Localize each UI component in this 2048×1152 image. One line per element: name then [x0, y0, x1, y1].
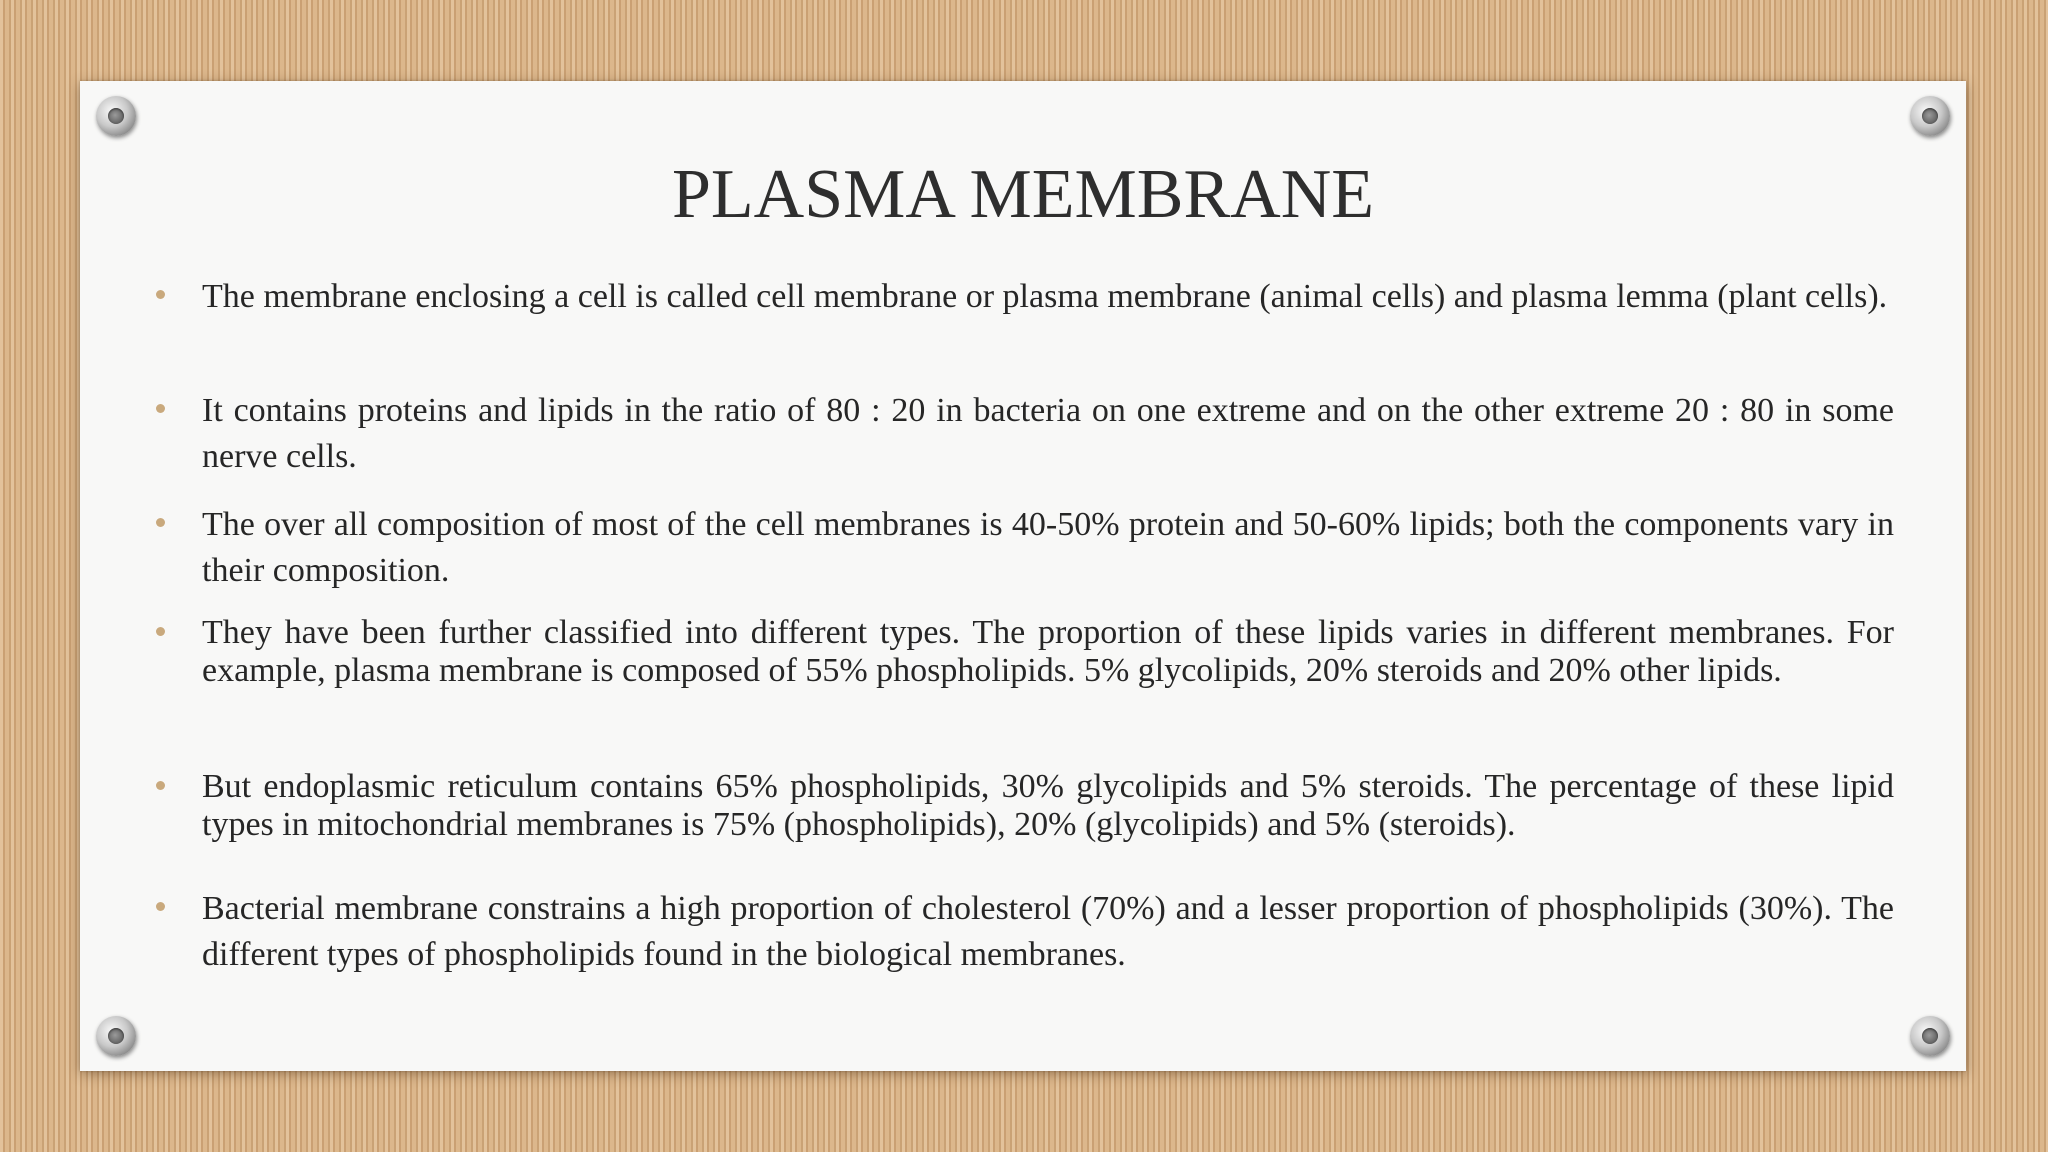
- bullet-text: The membrane enclosing a cell is called cell membrane or plasma membrane (animal cells) and plasma lemma (plant cells).: [202, 278, 1888, 315]
- bullet-dot-icon: [156, 518, 165, 527]
- bullet-text: They have been further classified into different types. The proportion of these lipids varies in different membranes. For example, plasma membrane is composed of 55% phospholipids. 5% glycolipids, 20% steroids and 20% other lipids.: [202, 614, 1894, 689]
- slide-title: PLASMA MEMBRANE: [671, 156, 1375, 233]
- pushpin-icon: [96, 96, 136, 136]
- bullet-item: [202, 388, 1894, 480]
- bullet-item: [202, 768, 1894, 844]
- bullet-item: [202, 502, 1894, 594]
- bullet-dot-icon: [156, 902, 165, 911]
- pushpin-icon: [96, 1016, 136, 1056]
- bullet-dot-icon: [156, 781, 165, 790]
- bullet-item: [202, 274, 1894, 320]
- bullet-dot-icon: [156, 290, 165, 299]
- bullet-text: Bacterial membrane constrains a high proportion of cholesterol (70%) and a lesser proportion of phospholipids (30%). The different types of phospholipids found in the biological membranes.: [202, 890, 1894, 973]
- bullet-item: [202, 886, 1894, 978]
- bullet-dot-icon: [156, 627, 165, 636]
- bullet-dot-icon: [156, 404, 165, 413]
- pushpin-icon: [1910, 96, 1950, 136]
- pushpin-icon: [1910, 1016, 1950, 1056]
- bullet-text: But endoplasmic reticulum contains 65% phospholipids, 30% glycolipids and 5% steroids. The percentage of these lipid types in mitochondrial membranes is 75% (phospholipids), 20% (glycolipids) and 5% (steroids).: [202, 768, 1894, 843]
- bullet-item: [202, 614, 1894, 690]
- bullet-text: It contains proteins and lipids in the ratio of 80 : 20 in bacteria on one extreme and on the other extreme 20 : 80 in some nerve cells.: [202, 392, 1894, 475]
- bullet-text: The over all composition of most of the cell membranes is 40-50% protein and 50-60% lipids; both the components vary in their composition.: [202, 506, 1894, 589]
